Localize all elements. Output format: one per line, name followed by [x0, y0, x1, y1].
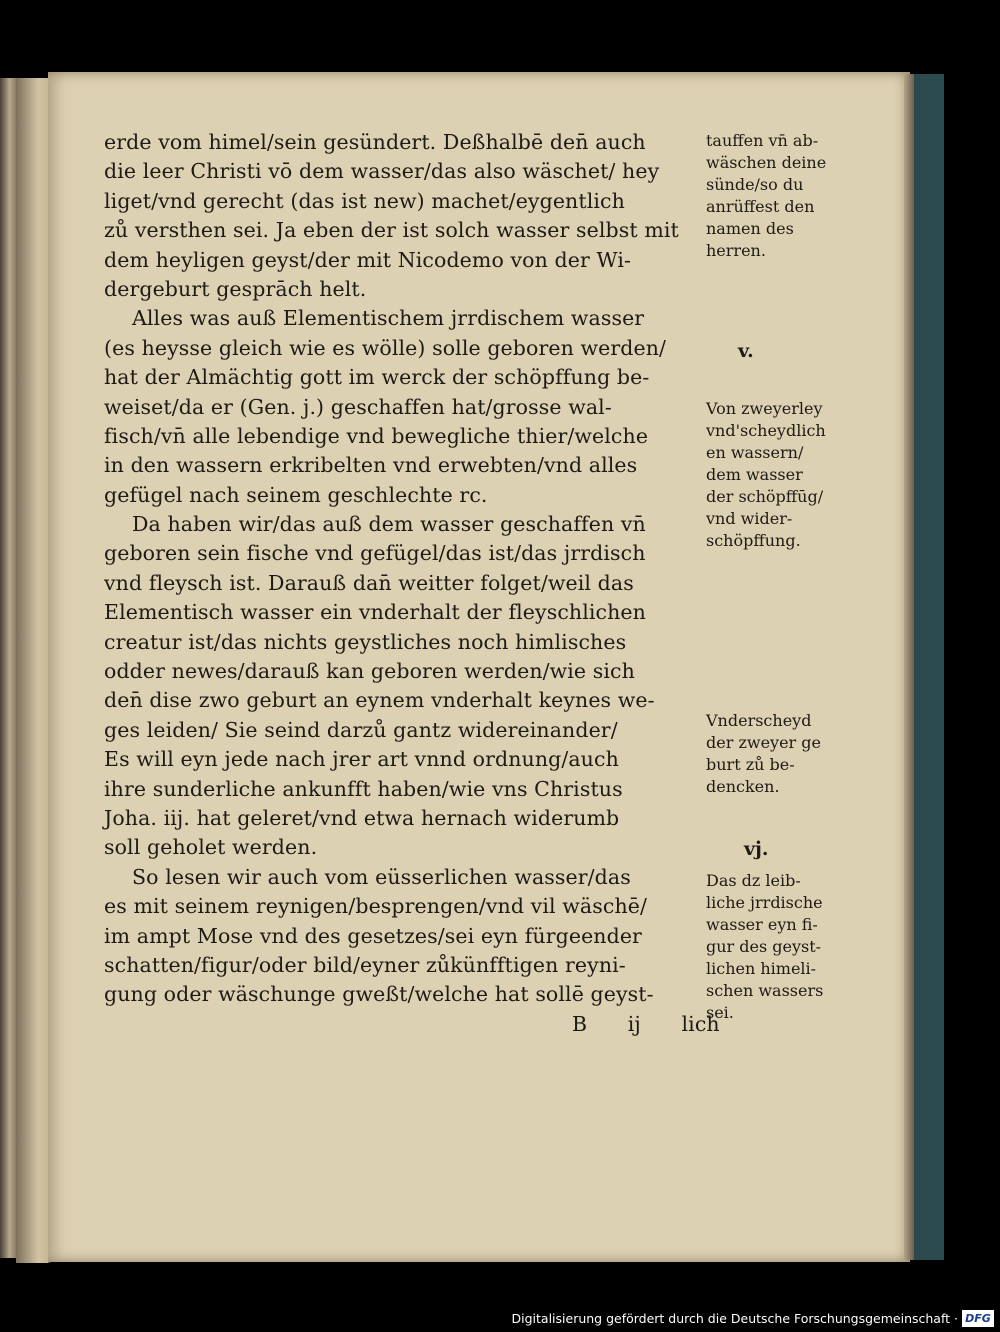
section-number: vj. — [744, 838, 769, 860]
margin-line: dencken. — [706, 777, 780, 796]
text-line: ges leiden/ Sie seind darzů gantz widereinander/ — [104, 717, 618, 742]
text-line: schatten/figur/oder bild/eyner zůkünfftigen reyni- — [104, 952, 626, 977]
text-line: dem heyligen geyst/der mit Nicodemo von der Wi- — [104, 247, 632, 272]
main-text-block — [104, 128, 720, 1039]
text-line: erde vom himel/sein gesündert. Deßhalbē den̄ auch — [104, 130, 646, 154]
margin-line: herren. — [706, 241, 766, 260]
section-number: v. — [738, 340, 754, 362]
margin-line: schöpffung. — [706, 531, 801, 550]
margin-line: dem wasser — [706, 465, 803, 484]
text-line: gung oder wäschunge gweßt/welche hat sollē geyst- — [104, 982, 654, 1007]
text-line: soll geholet werden. — [104, 835, 318, 860]
text-line: Da haben wir/das auß dem wasser geschaffen vn̄ — [132, 512, 646, 537]
margin-note — [706, 130, 846, 262]
text-line: geboren sein fische vnd gefügel/das ist/das jrrdisch — [104, 541, 646, 566]
text-line: odder newes/darauß kan geboren werden/wie sich — [104, 659, 635, 684]
text-line: (es heysse gleich wie es wölle) solle geboren werden/ — [104, 335, 667, 360]
text-line: hat der Almächtig gott im werck der schöpffung be- — [104, 365, 650, 390]
funding-credit: Digitalisierung gefördert durch die Deutsche Forschungsgemeinschaft · — [511, 1311, 958, 1326]
margin-line: en wassern/ — [706, 443, 804, 462]
margin-line: Das dz leib- — [706, 871, 801, 890]
margin-line: anrüffest den — [706, 197, 815, 216]
text-line: Elementisch wasser ein vnderhalt der fleyschlichen — [104, 600, 646, 625]
margin-line: wasser eyn fi- — [706, 915, 818, 934]
margin-line: lichen himeli- — [706, 959, 817, 978]
footer-bar — [0, 1306, 1000, 1332]
text-line: den̄ dise zwo geburt an eynem vnderhalt keynes we- — [104, 688, 655, 713]
margin-line: schen wassers — [706, 981, 824, 1000]
margin-note — [706, 710, 846, 798]
text-line: ihre sunderliche ankunfft haben/wie vns Christus — [104, 776, 623, 801]
margin-line: sei. — [706, 1003, 734, 1022]
margin-line: liche jrrdische — [706, 893, 823, 912]
margin-line: vnd wider- — [706, 509, 793, 528]
page-fore-edge — [904, 74, 914, 1260]
margin-line: gur des geyst- — [706, 937, 822, 956]
text-line: Joha. iij. hat geleret/vnd etwa hernach widerumb — [104, 805, 620, 830]
facing-page-edge — [16, 78, 50, 1263]
margin-line: wäschen deine — [706, 153, 827, 172]
text-line: gefügel nach seinem geschlechte rc. — [104, 482, 488, 507]
dfg-logo: DFG — [962, 1310, 994, 1327]
margin-note — [706, 398, 846, 552]
margin-line: burt zů be- — [706, 755, 795, 774]
text-line: Es will eyn jede nach jrer art vnnd ordnung/auch — [104, 747, 619, 772]
margin-line: Vnderscheyd — [706, 711, 812, 730]
margin-line: sünde/so du — [706, 175, 804, 194]
margin-line: tauffen vn̄ ab- — [706, 131, 819, 150]
margin-line: vnd'scheydlich — [706, 421, 826, 440]
text-line: Alles was auß Elementischem jrrdischem wasser — [132, 306, 645, 331]
text-line: die leer Christi vō dem wasser/das also wäschet/ hey — [104, 159, 660, 184]
scan-backdrop — [914, 74, 944, 1260]
margin-line: der schöpffūg/ — [706, 487, 824, 506]
book-spine-edge — [0, 78, 16, 1258]
margin-note — [706, 870, 846, 1024]
margin-line: Von zweyerley — [706, 399, 823, 418]
text-line: dergeburt gesprāch helt. — [104, 276, 367, 301]
text-line: es mit seinem reynigen/besprengen/vnd vil wäschē/ — [104, 894, 647, 919]
text-line: So lesen wir auch vom eüsserlichen wasser/das — [132, 864, 631, 889]
text-line: vnd fleysch ist. Darauß dan̄ weitter folget/weil das — [104, 570, 634, 595]
text-line: zů versthen sei. Ja eben der ist solch wasser selbst mit — [104, 218, 679, 243]
text-line: creatur ist/das nichts geystliches noch himlisches — [104, 629, 627, 654]
text-line: fisch/vn̄ alle lebendige vnd bewegliche thier/welche — [104, 423, 649, 448]
text-line: liget/vnd gerecht (das ist new) machet/eygentlich — [104, 188, 625, 213]
text-line: in den wassern erkribelten vnd erwebten/vnd alles — [104, 453, 638, 478]
text-line: weiset/da er (Gen. j.) geschaffen hat/grosse wal- — [104, 394, 612, 419]
margin-line: namen des — [706, 219, 794, 238]
signature-mark: B ij lich — [572, 1011, 720, 1036]
margin-line: der zweyer ge — [706, 733, 821, 752]
text-line: im ampt Mose vnd des gesetzes/sei eyn fürgeender — [104, 923, 642, 948]
